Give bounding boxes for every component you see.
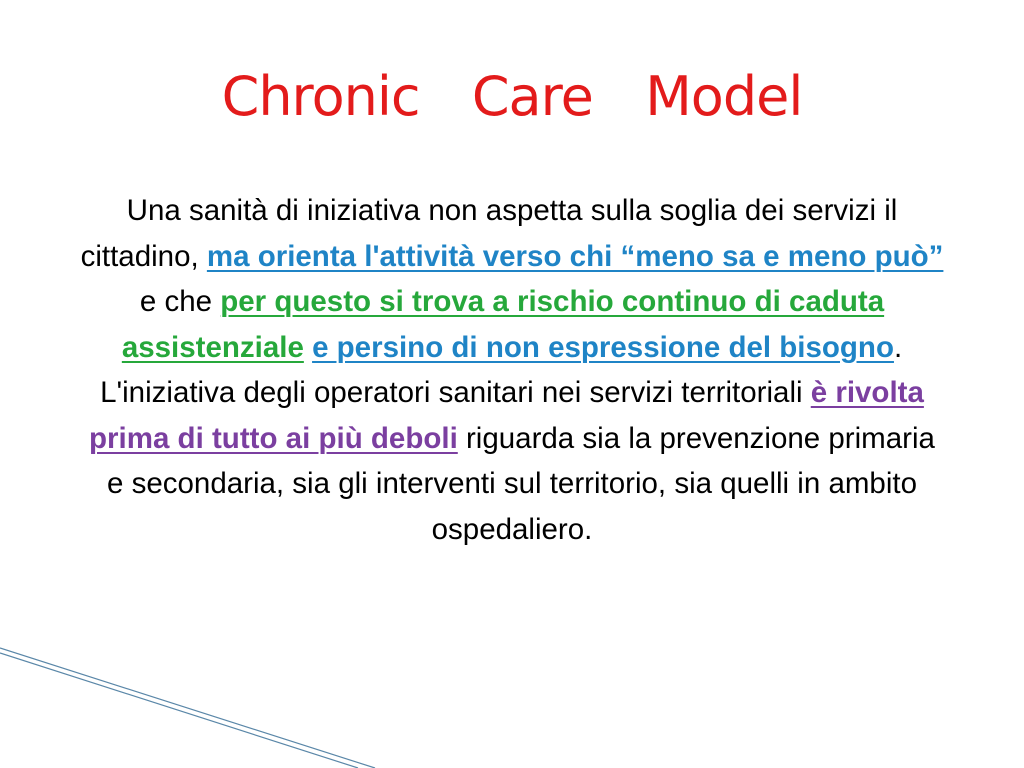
body-segment-space <box>304 331 312 364</box>
decorative-diagonal-lines <box>0 640 400 768</box>
decorative-line-outer <box>0 648 375 768</box>
body-highlight-orienta: ma orienta l'attività verso chi “meno sa e meno può” <box>206 239 944 273</box>
body-segment-e-che: e che <box>139 285 221 318</box>
body-segment-conclusion: riguarda sia la prevenzione primaria e secondaria, sia gli interventi sul territorio, sia quelli in ambito ospedaliero. <box>107 421 935 546</box>
body-segment-intro: Una sanità di iniziativa non aspetta sulla soglia dei servizi il cittadino, <box>80 194 898 273</box>
body-highlight-bisogno: e persino di non espressione del bisogno <box>312 330 894 364</box>
decorative-line-inner <box>0 653 358 768</box>
body-highlight-deboli: è rivolta prima di tutto ai più deboli <box>89 376 924 455</box>
body-highlight-rischio: per questo si trova a rischio continuo di caduta assistenziale <box>121 285 885 364</box>
slide-title: Chronic Care Model <box>221 65 803 128</box>
slide-body-text <box>80 188 944 552</box>
body-segment-iniziativa: . L'iniziativa degli operatori sanitari nei servizi territoriali <box>100 330 903 409</box>
